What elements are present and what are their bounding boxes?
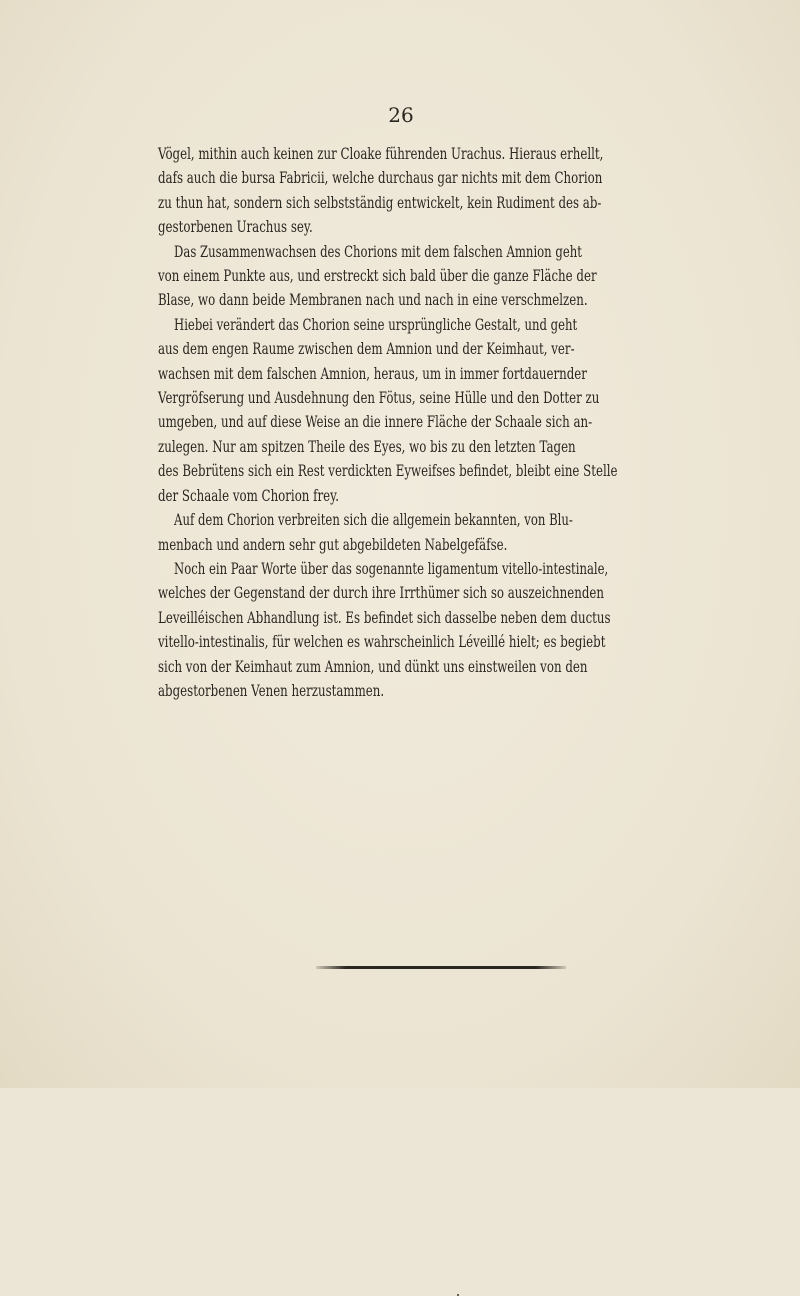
text-line: Blase, wo dann beide Membranen nach und nach in eine verschmelzen. [158, 290, 588, 310]
text-line: sich von der Keimhaut zum Amnion, und dünkt uns einstweilen von den [158, 656, 588, 676]
text-line: Hiebei verändert das Chorion seine ursprüngliche Gestalt, und geht [174, 314, 578, 334]
section-divider-rule [316, 966, 566, 969]
text-line: dafs auch die bursa Fabricii, welche durchaus gar nichts mit dem Chorion [158, 168, 603, 188]
text-line: Das Zusammenwachsen des Chorions mit dem falschen Amnion geht [174, 241, 582, 261]
text-line: menbach und andern sehr gut abgebildeten Nabelgefäfse. [158, 534, 508, 554]
text-line: abgestorbenen Venen herzustammen. [158, 680, 385, 700]
text-line: zu thun hat, sondern sich selbstständig entwickelt, kein Rudiment des ab- [158, 192, 602, 212]
text-line: umgeben, und auf diese Weise an die innere Fläche der Schaale sich an- [158, 412, 593, 432]
text-line: zulegen. Nur am spitzen Theile des Eyes, wo bis zu den letzten Tagen [158, 436, 576, 456]
text-line: aus dem engen Raume zwischen dem Amnion und der Keimhaut, ver- [158, 339, 575, 359]
text-line: welches der Gegenstand der durch ihre Irrthümer sich so auszeichnenden [158, 583, 604, 603]
text-line: der Schaale vom Chorion frey. [158, 485, 340, 505]
text-line: des Bebrütens sich ein Rest verdickten Eyweifses befindet, bleibt eine Stelle [158, 461, 618, 481]
text-line: Vergröfserung und Ausdehnung den Fötus, seine Hülle und den Dotter zu [158, 388, 600, 408]
text-line: vitello-intestinalis, für welchen es wahrscheinlich Léveillé hielt; es begiebt [158, 632, 606, 652]
body-text [158, 142, 800, 703]
text-line: wachsen mit dem falschen Amnion, heraus, um in immer fortdauernder [158, 363, 587, 383]
text-line: Leveilléischen Abhandlung ist. Es befindet sich dasselbe neben dem ductus [158, 607, 611, 627]
text-line: Noch ein Paar Worte über das sogenannte ligamentum vitello-intestinale, [174, 558, 609, 578]
text-line: von einem Punkte aus, und erstreckt sich bald über die ganze Fläche der [158, 266, 597, 286]
page-number: 26 [388, 103, 414, 127]
text-line: Auf dem Chorion verbreiten sich die allgemein bekannten, von Blu- [174, 510, 573, 530]
text-line: Vögel, mithin auch keinen zur Cloake führenden Urachus. Hieraus erhellt, [158, 144, 604, 163]
text-line: gestorbenen Urachus sey. [158, 217, 313, 237]
